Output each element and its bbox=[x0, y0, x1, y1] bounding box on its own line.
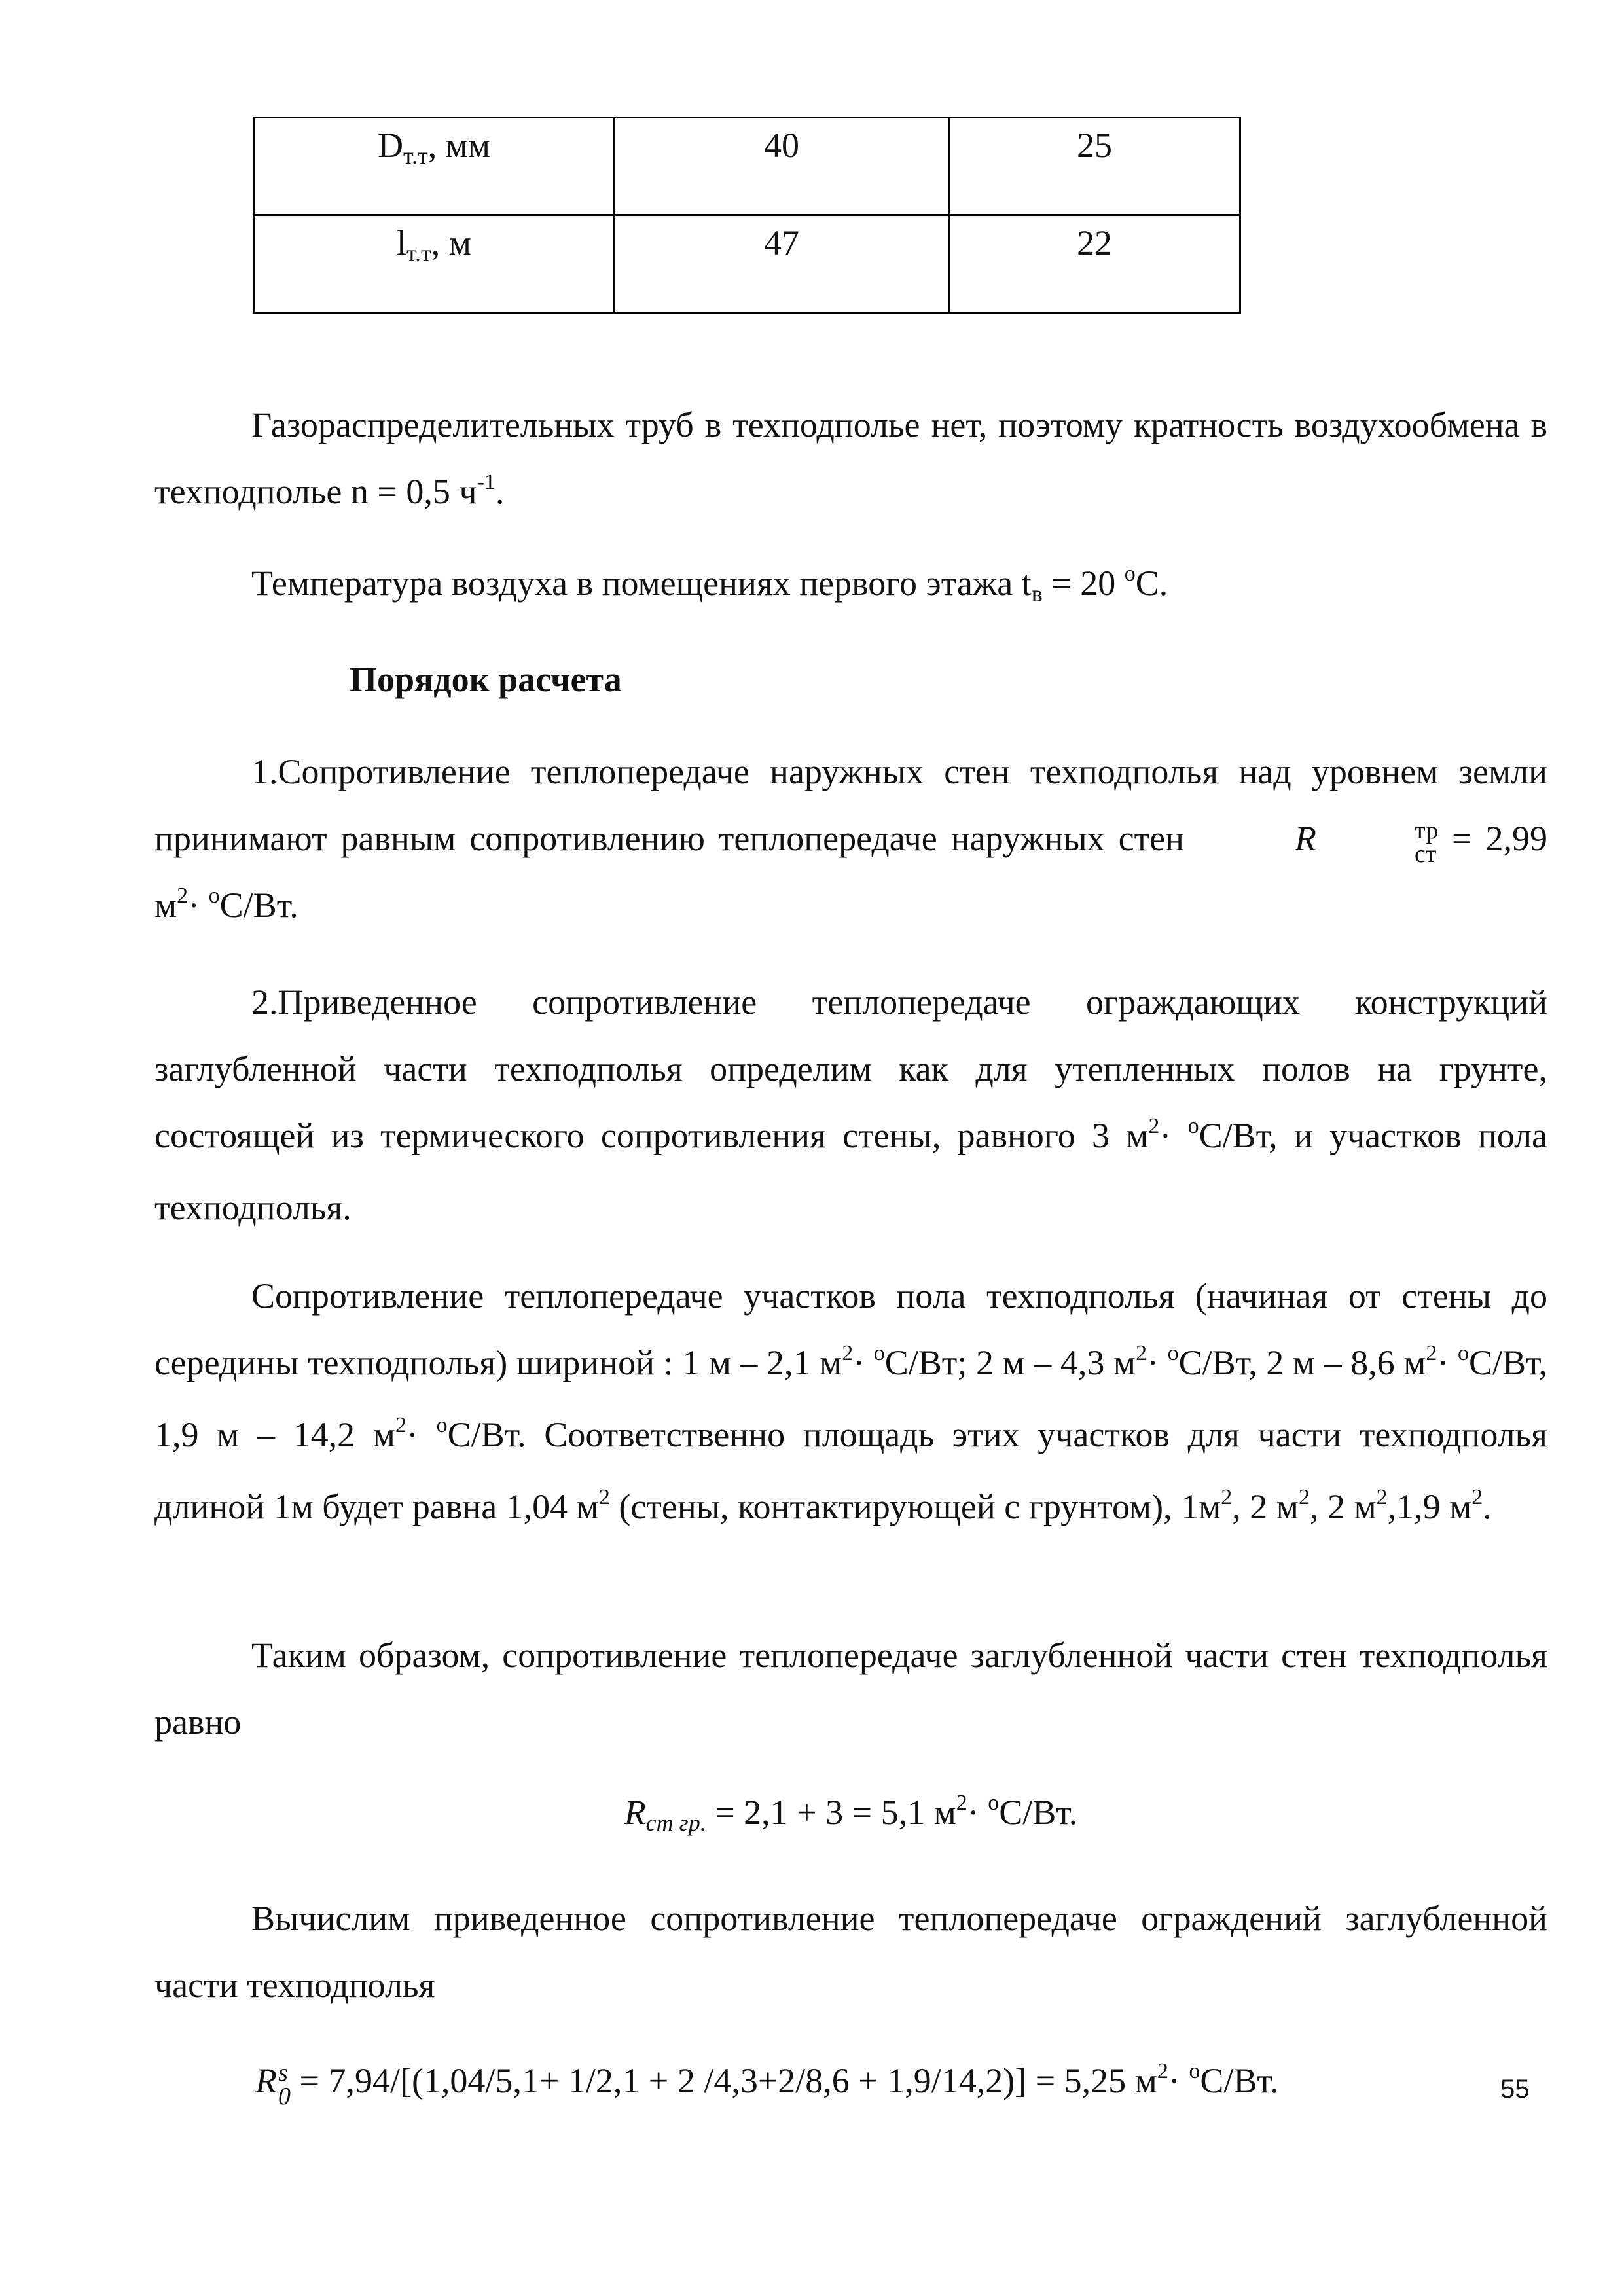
table-cell-label bbox=[254, 215, 615, 313]
superscript: o bbox=[873, 1341, 885, 1365]
unit-text: С/Вт. bbox=[1200, 2061, 1279, 2100]
superscript: -1 bbox=[477, 470, 496, 494]
label-tail: , мм bbox=[427, 126, 491, 165]
r-symbol: R bbox=[1295, 819, 1317, 858]
dot-text: · bbox=[853, 1343, 874, 1382]
paragraph-text: С/Вт, 1,9 м – 14,2 м bbox=[154, 1343, 1548, 1454]
paragraph-text: (стены, контактирующей с грунтом), 1м bbox=[609, 1487, 1221, 1526]
superscript: 2 bbox=[1136, 1341, 1147, 1365]
superscript: 2 bbox=[956, 1791, 967, 1815]
paragraph-wall-resistance bbox=[154, 738, 1547, 944]
paragraph-reduced-resistance bbox=[154, 969, 1547, 1241]
r-subscript: ст гр. bbox=[645, 1810, 706, 1836]
superscript: 2 bbox=[842, 1341, 854, 1365]
paragraph-text: Температура воздуха в помещениях первого этажа t bbox=[251, 564, 1032, 603]
superscript: 2 bbox=[1221, 1485, 1233, 1509]
subscript: в bbox=[1031, 581, 1043, 607]
formula-wall-ground bbox=[154, 1779, 1547, 1851]
paragraph-text: Сопротивление теплопередаче участков пола техподполья (начиная от стены до середины техподполья) шириной : 1 м – 2,1 м bbox=[154, 1276, 1547, 1382]
paragraph-text: 1.Сопротивление теплопередаче наружных стен техподполья над уровнем земли принимают равным сопротивлению теплопередаче наружных стен bbox=[154, 752, 1547, 858]
paragraph-compute: Вычислим приведенное сопротивление теплопередаче ограждений заглубленной части техподполья bbox=[154, 1899, 1547, 2005]
superscript: o bbox=[1457, 1341, 1469, 1365]
paragraph-floor-zones bbox=[154, 1263, 1547, 1545]
formula-expression: = 7,94/[(1,04/5,1+ 1/2,1 + 2 /4,3+2/8,6 + 1,9/14,2)] = 5,25 м bbox=[291, 2061, 1157, 2100]
label-sub: т.т bbox=[403, 143, 428, 169]
superscript: 2 bbox=[177, 884, 189, 908]
paragraph-end: . bbox=[495, 472, 505, 511]
label-sub: т.т bbox=[406, 240, 431, 266]
parameters-table bbox=[253, 117, 1241, 314]
r-indices bbox=[278, 2058, 291, 2110]
paragraph-text: , 2 м bbox=[1309, 1487, 1377, 1526]
label-main: l bbox=[397, 223, 407, 262]
value-text: = 2,99 м bbox=[154, 819, 1547, 925]
superscript: 2 bbox=[395, 1413, 406, 1437]
superscript: 2 bbox=[598, 1485, 610, 1509]
r-subscript: ст bbox=[1415, 840, 1437, 868]
paragraph-end: С. bbox=[1135, 564, 1168, 603]
r-superscript: s bbox=[278, 2058, 288, 2087]
table-row bbox=[254, 215, 1240, 313]
paragraph-text: . bbox=[1483, 1487, 1492, 1526]
table-cell-value: 22 bbox=[949, 215, 1240, 313]
paragraph-text: С/Вт, 2 м – 8,6 м bbox=[1178, 1343, 1426, 1382]
superscript: 2 bbox=[1426, 1341, 1437, 1365]
unit-text: С/Вт. bbox=[219, 886, 298, 925]
r-subscript: 0 bbox=[278, 2082, 291, 2110]
formula-reduced-resistance bbox=[255, 2047, 1499, 2119]
superscript: o bbox=[988, 1791, 1000, 1815]
dot-text: · bbox=[1168, 2061, 1189, 2100]
table-cell-value: 25 bbox=[949, 118, 1240, 215]
superscript: 2 bbox=[1298, 1485, 1310, 1509]
table-cell-label bbox=[254, 118, 615, 215]
paragraph-text: С/Вт; 2 м – 4,3 м bbox=[884, 1343, 1136, 1382]
table-cell-value: 40 bbox=[615, 118, 949, 215]
superscript: o bbox=[1189, 2059, 1200, 2083]
paragraph-summary: Таким образом, сопротивление теплопередаче заглубленной части стен техподполья равно bbox=[154, 1636, 1547, 1742]
superscript: o bbox=[436, 1413, 448, 1437]
table-cell-value: 47 bbox=[615, 215, 949, 313]
dot-text: · bbox=[1437, 1343, 1458, 1382]
page-number: 55 bbox=[1500, 2075, 1530, 2104]
superscript: 2 bbox=[1157, 2059, 1168, 2083]
superscript: o bbox=[208, 884, 220, 908]
paragraph-temperature bbox=[154, 550, 1547, 622]
dot-text: · bbox=[967, 1793, 988, 1832]
superscript: o bbox=[1187, 1114, 1199, 1138]
superscript: 2 bbox=[1148, 1114, 1160, 1138]
r-superscript: тр bbox=[1415, 816, 1439, 844]
superscript: o bbox=[1167, 1341, 1179, 1365]
table-row bbox=[254, 118, 1240, 215]
formula-expression: = 2,1 + 3 = 5,1 м bbox=[706, 1793, 956, 1832]
label-main: D bbox=[377, 126, 403, 165]
paragraph-text: ,1,9 м bbox=[1387, 1487, 1472, 1526]
unit-text: С/Вт. bbox=[999, 1793, 1078, 1832]
paragraph-text: Газораспределительных труб в техподполье нет, поэтому кратность воздухообмена в техподполье n = 0,5 ч bbox=[154, 405, 1547, 511]
paragraph-air-exchange bbox=[154, 391, 1547, 530]
r-indices bbox=[1318, 816, 1439, 868]
section-heading: Порядок расчета bbox=[350, 660, 622, 699]
r-symbol: R bbox=[624, 1793, 646, 1832]
dot-text: · bbox=[188, 886, 209, 925]
dot-text: · bbox=[406, 1415, 437, 1454]
r-symbol: R bbox=[255, 2061, 277, 2100]
paragraph-text: С/Вт. Соответственно площадь этих участков для части техподполья длиной 1м будет равна 1,04 м bbox=[154, 1415, 1548, 1526]
paragraph-text: С/Вт, и участков пола техподполья. bbox=[154, 1116, 1548, 1227]
paragraph-mid: = 20 bbox=[1042, 564, 1125, 603]
dot-text: · bbox=[1147, 1343, 1168, 1382]
dot-text: · bbox=[1159, 1116, 1188, 1155]
paragraph-text: , 2 м bbox=[1232, 1487, 1299, 1526]
superscript: 2 bbox=[1471, 1485, 1483, 1509]
superscript: o bbox=[1124, 562, 1136, 586]
paragraph-text: 2.Приведенное сопротивление теплопередаче ограждающих конструкций заглубленной части техподполья определим как для утепленных полов на грунте, состоящей из термического сопротивления стены, равного 3 м bbox=[154, 982, 1547, 1155]
label-tail: , м bbox=[431, 223, 471, 262]
superscript: 2 bbox=[1376, 1485, 1388, 1509]
